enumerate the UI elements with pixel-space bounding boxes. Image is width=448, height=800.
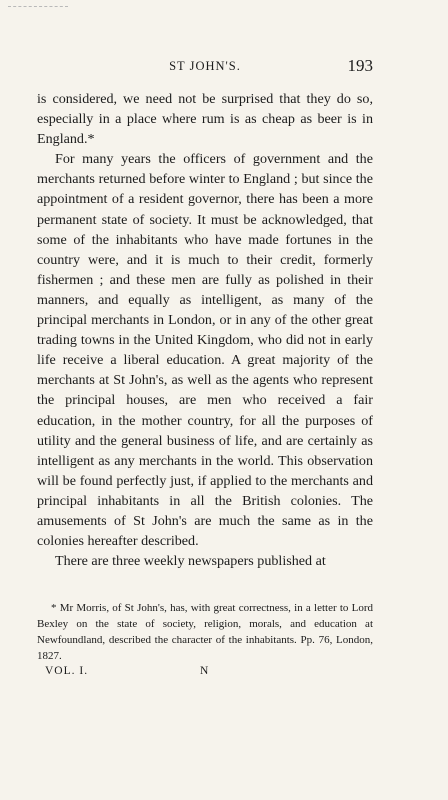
footnote-text: * Mr Morris, of St John's, has, with great correctness, in a letter to Lord Bexley on the state of society, religion, morals, and education at Newfoundland, described the character of the inhabitants. Pp. 76, London, 1827. xyxy=(37,602,373,662)
paragraph-newspapers: There are three weekly newspapers published at xyxy=(55,553,326,570)
footnote xyxy=(37,600,373,664)
running-title: ST JOHN'S. xyxy=(169,59,241,73)
paragraph-officers-merchants: For many years the officers of government and the merchants returned before winter to England ; but since the appointment of a resident governor, there has been a more permanent state of society. It must be acknowledged, that some of the inhabitants who have made fortunes in the country were, and it is much to their credit, formerly fishermen ; and these men are fully as polished in their manners, and equally as intelligent, as many of the principal merchants in London, or in any of the other great trading towns in the United Kingdom, who did not in early life receive a liberal education. A great majority of the merchants at St John's, as well as the agents who represent the principal houses, are men who received a fair education, in the mother country, for all the purposes of utility and the general business of life, and are certainly as intelligent as any merchants in the world. This observation will be found perfectly just, if applied to the merchants and principal inhabitants in all the British colonies. The amusements of St John's are much the same as in the colonies hereafter described. xyxy=(37,151,373,550)
volume-label: VOL. I. xyxy=(45,665,89,677)
top-edge-dashes xyxy=(8,6,68,7)
signature-mark: N xyxy=(200,665,210,677)
page-number: 193 xyxy=(347,56,373,75)
paragraph-continuation: is considered, we need not be surprised that they do so, especially in a place where rum is as cheap as beer is in England.* xyxy=(37,91,373,148)
running-head xyxy=(37,56,373,76)
body-text xyxy=(37,89,373,571)
signature-line xyxy=(37,665,373,681)
